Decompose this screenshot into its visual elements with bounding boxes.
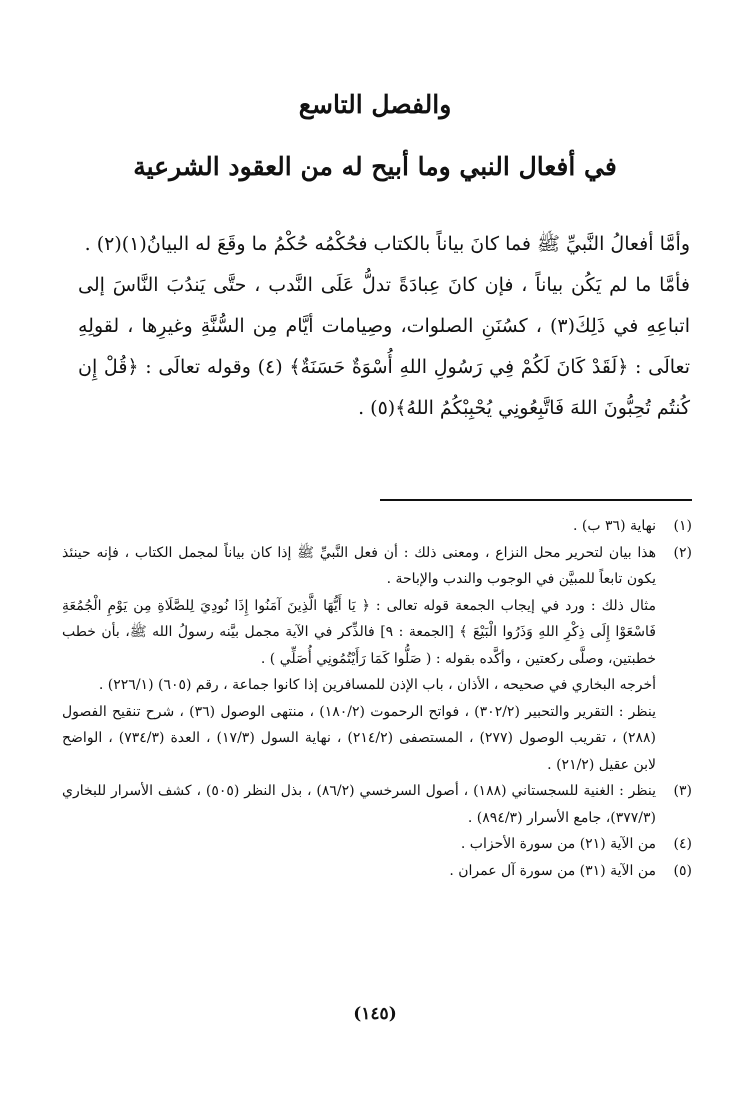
footnote-number: (٢) bbox=[673, 544, 692, 561]
footnote-text: هذا بيان لتحرير محل النزاع ، ومعنى ذلك : أن فعل النَّبيِّ ﷺ إذا كان بياناً لمجمل الكتاب ، فإنه حينئذ يكون تابعاً للمبيَّن في الوجوب والندب والإباحة . bbox=[62, 544, 656, 587]
page-number: (١٤٥) bbox=[353, 1004, 397, 1024]
footnote-text: ينظر : التقرير والتحبير (٣٠٢/٢) ، فواتح الرحموت (١٨٠/٢) ، منتهى الوصول (٣٦) ، شرح تنقيح الفصول (٢٨٨) ، تقريب الوصول (٢٧٧) ، المستصفى (٢١٤/٢) ، نهاية السول (١٧/٣) ، العدة (٧٣٤/٣) ، الواضح لابن عقيل (٢١/٢) . bbox=[62, 703, 657, 773]
footnote-text: أخرجه البخاري في صحيحه ، الأذان ، باب الإذن للمسافرين إذا كانوا جماعة ، رقم (٦٠٥) (٢٢٦/١) . bbox=[98, 677, 656, 693]
body-paragraph: فأمَّا ما لم يَكُن بياناً ، فإن كانَ عِبادَةً تدلُّ عَلَى النَّدب ، حتَّى يَندُبَ النَّاسَ إلى اتباعِهِ في ذَلِكَ(٣) ، كسُنَنِ الصلوات، وصِيامات أيَّام مِن السُّنَّةِ وغيرِها ، لقولِهِ تعالَى : ﴿لَقَدْ كَانَ لَكُمْ فِي رَسُولِ اللهِ أُسْوَةٌ حَسَنَةٌ﴾ (٤) وقوله تعالَى : ﴿قُلْ إِن كُنتُم تُحِبُّونَ اللهَ فَاتَّبِعُونِي يُحْبِبْكُمُ اللهُ﴾(٥) . bbox=[78, 274, 691, 419]
footnote-number: (٣) bbox=[673, 783, 692, 799]
body-paragraph: وأمَّا أفعالُ النَّبيِّ ﷺ فما كانَ بياناً بالكتاب فحُكْمُه حُكْمُ ما وقَعَ له البيانُ(١)(٢) . bbox=[84, 233, 690, 255]
footnote-number: (٥) bbox=[673, 862, 692, 879]
footnote bbox=[62, 858, 692, 885]
footnote-text: من الآية (٢١) من سورة الأحزاب . bbox=[460, 836, 656, 852]
footnote bbox=[62, 540, 692, 779]
footnote bbox=[62, 778, 692, 831]
footnote-text: من الآية (٣١) من سورة آل عمران . bbox=[449, 862, 656, 879]
footnote bbox=[62, 831, 692, 858]
footnote-text: مثال ذلك : ورد في إيجاب الجمعة قوله تعالى : ﴿ يَا أَيُّهَا الَّذِينَ آمَنُوا إِذَا نُودِيَ لِلصَّلَاةِ مِن يَوْمِ الْجُمُعَةِ فَاسْعَوْا إِلَى ذِكْرِ اللهِ وَذَرُوا الْبَيْعَ ﴾ [الجمعة : ٩] فالذِّكر في الآية مجمل بيَّنه رسولُ الله ﷺ، بأن خطب خطبتين، وصلَّى ركعتين ، وأكَّده بقوله : ( صَلُّوا كَمَا رَأَيْتُمُونِي أُصَلِّي ) . bbox=[62, 597, 656, 667]
footnote-number: (٤) bbox=[673, 836, 692, 852]
footnote-text: نهاية (٣٦ ب) . bbox=[573, 518, 656, 534]
footnote-text: ينظر : الغنية للسجستاني (١٨٨) ، أصول السرخسي (٨٦/٢) ، بذل النظر (٥٠٥) ، كشف الأسرار للبخاري (٣٧٧/٣)، جامع الأسرار (٨٩٤/٣) . bbox=[62, 783, 657, 826]
chapter-subtitle: في أفعال النبي وما أبيح له من العقود الشرعية bbox=[133, 152, 617, 181]
footnotes bbox=[62, 513, 692, 884]
main-text bbox=[78, 224, 690, 429]
footnote bbox=[62, 513, 692, 540]
footnote-divider bbox=[380, 499, 692, 501]
chapter-title: والفصل التاسع bbox=[298, 90, 452, 119]
footnote-number: (١) bbox=[673, 518, 692, 534]
